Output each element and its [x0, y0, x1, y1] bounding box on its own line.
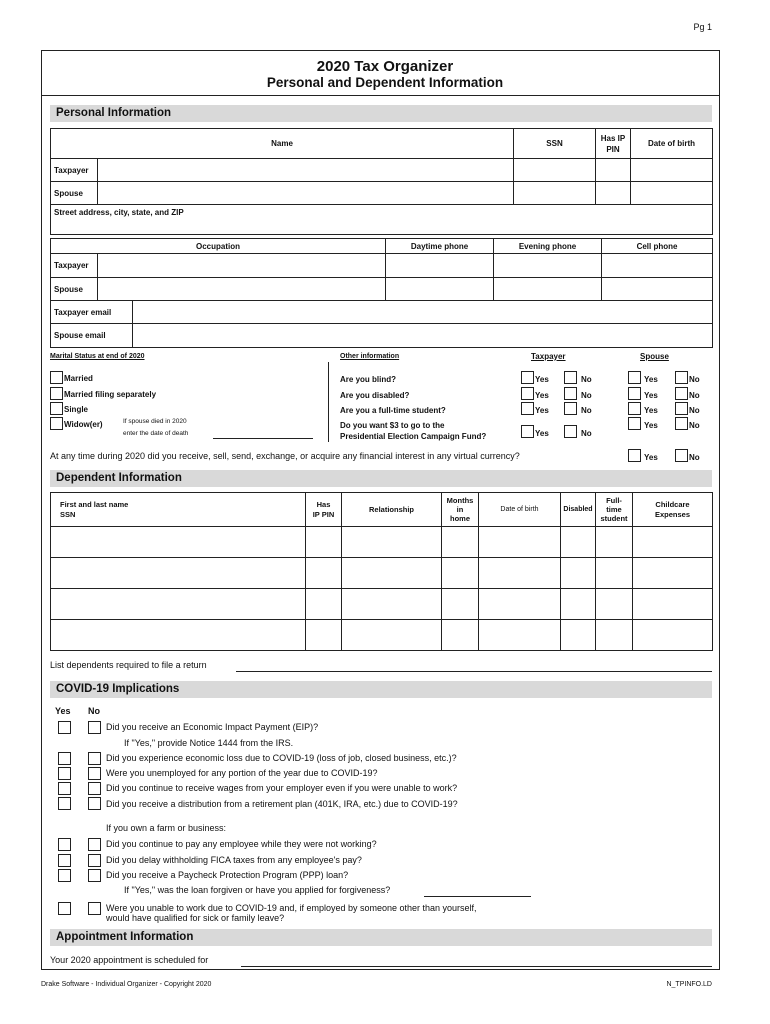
col-date-of-birth: Date of birth — [631, 129, 713, 159]
dep-col-months-line1: Months — [446, 496, 474, 505]
form-title: 2020 Tax Organizer — [316, 58, 454, 75]
dep-col-has-line: Has — [316, 499, 331, 509]
other-taxpayer-heading: Taxpayer — [531, 352, 566, 361]
footer-form-code: N_TPINFO.LD — [666, 981, 712, 988]
dep-col-ssn-line: SSN — [60, 509, 76, 519]
taxpayer-ssn-field[interactable] — [514, 159, 596, 182]
q2-no-checkbox[interactable] — [88, 752, 101, 765]
spouse-name-field[interactable] — [98, 182, 514, 205]
q3-yes-checkbox[interactable] — [58, 767, 71, 780]
sp-campaign-no-label: No — [689, 421, 700, 430]
q6-no-checkbox[interactable] — [88, 838, 101, 851]
virtual-currency-yes-checkbox[interactable] — [628, 449, 641, 462]
sp-student-yes-checkbox[interactable] — [628, 402, 641, 415]
page-number: Pg 1 — [693, 22, 712, 32]
widow-note-line1: If spouse died in 2020 — [123, 418, 187, 425]
spouse-cell-phone-field[interactable] — [602, 278, 713, 301]
q9-yes-checkbox[interactable] — [58, 902, 71, 915]
dependent-section-header: Dependent Information — [50, 470, 712, 487]
campaign-question-line1: Do you want $3 to go to the — [340, 421, 445, 430]
dependent-row[interactable] — [51, 558, 713, 589]
virtual-currency-question: At any time during 2020 did you receive, sell, send, exchange, or acquire any financial interest in any virtual currency? — [50, 451, 520, 461]
married-label: Married — [64, 374, 93, 383]
tp-student-yes-label: Yes — [535, 406, 549, 415]
dep-col-ip-pin-line: IP PIN — [312, 509, 335, 519]
q9-text-line1: Were you unable to work due to COVID-19 and, if employed by someone other than yourself, — [106, 903, 477, 913]
tp-blind-no-label: No — [581, 375, 592, 384]
married-checkbox[interactable] — [50, 371, 63, 384]
col-evening-phone: Evening phone — [494, 239, 602, 254]
q8-text: Did you receive a Paycheck Protection Program (PPP) loan? — [106, 870, 349, 880]
dep-col-relationship: Relationship — [342, 493, 442, 527]
dep-col-months — [442, 493, 479, 527]
dep-col-fulltime-line3: student — [600, 514, 628, 523]
taxpayer-email-field[interactable] — [133, 301, 713, 324]
q3-no-checkbox[interactable] — [88, 767, 101, 780]
q7-yes-checkbox[interactable] — [58, 854, 71, 867]
dependent-row[interactable] — [51, 527, 713, 558]
row-spouse-label: Spouse — [51, 182, 98, 205]
spouse-email-field[interactable] — [133, 324, 713, 348]
widower-checkbox[interactable] — [50, 417, 63, 430]
tp-disabled-yes-label: Yes — [535, 391, 549, 400]
dep-col-childcare-line1: Childcare — [655, 499, 690, 509]
sp-student-yes-label: Yes — [644, 406, 658, 415]
personal-name-table — [50, 128, 713, 235]
tp-campaign-yes-checkbox[interactable] — [521, 425, 534, 438]
taxpayer-cell-phone-field[interactable] — [602, 254, 713, 278]
file-return-label: List dependents required to file a return — [50, 660, 207, 670]
file-return-field[interactable] — [236, 671, 712, 672]
footer-copyright: Drake Software - Individual Organizer - Copyright 2020 — [41, 981, 212, 988]
farm-business-label: If you own a farm or business: — [106, 823, 227, 833]
sp-campaign-yes-checkbox[interactable] — [628, 417, 641, 430]
covid-yes-heading: Yes — [55, 706, 71, 716]
sp-campaign-no-checkbox[interactable] — [675, 417, 688, 430]
dep-col-months-line2: in — [456, 505, 464, 514]
married-filing-separately-label: Married filing separately — [64, 390, 157, 399]
tp-disabled-no-checkbox[interactable] — [564, 387, 577, 400]
dep-col-name-line1: First and last name — [60, 499, 129, 509]
q8-note: If "Yes," was the loan forgiven or have you applied for forgiveness? — [124, 885, 391, 895]
forgiveness-field[interactable] — [424, 896, 531, 897]
col-occupation: Occupation — [51, 239, 386, 254]
dep-col-fulltime-line2: time — [606, 505, 622, 514]
date-of-death-field[interactable] — [213, 438, 313, 439]
dep-col-disabled: Disabled — [561, 493, 596, 527]
q5-text: Did you receive a distribution from a retirement plan (401K, IRA, etc.) due to COVID-19? — [106, 799, 458, 809]
marital-status-heading: Marital Status at end of 2020 — [50, 353, 145, 360]
contact-taxpayer-label: Taxpayer — [51, 254, 98, 278]
other-info-heading: Other information — [340, 353, 400, 360]
q5-no-checkbox[interactable] — [88, 797, 101, 810]
q7-no-checkbox[interactable] — [88, 854, 101, 867]
dep-col-fulltime-line1: Full- — [606, 496, 622, 505]
taxpayer-dob-field[interactable] — [631, 159, 713, 182]
sp-disabled-no-checkbox[interactable] — [675, 387, 688, 400]
taxpayer-daytime-phone-field[interactable] — [386, 254, 494, 278]
q2-text: Did you experience economic loss due to COVID-19 (loss of job, closed business, etc.)? — [106, 753, 457, 763]
q5-yes-checkbox[interactable] — [58, 797, 71, 810]
dep-col-dob: Date of birth — [479, 493, 561, 527]
q3-text: Were you unemployed for any portion of the year due to COVID-19? — [106, 768, 378, 778]
personal-contact-table — [50, 238, 713, 301]
row-taxpayer-label: Taxpayer — [51, 159, 98, 182]
dep-col-has-ip-pin — [306, 493, 342, 527]
col-ssn: SSN — [514, 129, 596, 159]
address-field[interactable] — [51, 205, 713, 235]
q9-text-line2: would have qualified for sick or family leave? — [106, 913, 285, 923]
tp-campaign-yes-label: Yes — [535, 429, 549, 438]
dep-col-fulltime — [596, 493, 633, 527]
spouse-evening-phone-field[interactable] — [494, 278, 602, 301]
tp-student-no-label: No — [581, 406, 592, 415]
sp-student-no-checkbox[interactable] — [675, 402, 688, 415]
sp-blind-yes-checkbox[interactable] — [628, 371, 641, 384]
q6-yes-checkbox[interactable] — [58, 838, 71, 851]
tp-student-no-checkbox[interactable] — [564, 402, 577, 415]
appointment-label: Your 2020 appointment is scheduled for — [50, 955, 209, 965]
covid-section-header: COVID-19 Implications — [50, 681, 712, 698]
dep-col-childcare-line2: Expenses — [654, 509, 691, 519]
title-divider — [41, 95, 720, 96]
taxpayer-name-field[interactable] — [98, 159, 514, 182]
taxpayer-occupation-field[interactable] — [98, 254, 386, 278]
q8-no-checkbox[interactable] — [88, 869, 101, 882]
disabled-question: Are you disabled? — [340, 391, 410, 400]
spouse-daytime-phone-field[interactable] — [386, 278, 494, 301]
q1-text: Did you receive an Economic Impact Payment (EIP)? — [106, 722, 319, 732]
sp-blind-no-label: No — [689, 375, 700, 384]
q1-yes-checkbox[interactable] — [58, 721, 71, 734]
student-question: Are you a full-time student? — [340, 406, 446, 415]
widow-note-line2: enter the date of death — [123, 430, 189, 437]
covid-no-heading: No — [88, 706, 100, 716]
sp-disabled-yes-checkbox[interactable] — [628, 387, 641, 400]
spouse-ip-pin-field[interactable] — [596, 182, 631, 205]
sp-blind-no-checkbox[interactable] — [675, 371, 688, 384]
tp-student-yes-checkbox[interactable] — [521, 402, 534, 415]
tp-campaign-no-label: No — [581, 429, 592, 438]
q9-no-checkbox[interactable] — [88, 902, 101, 915]
q2-yes-checkbox[interactable] — [58, 752, 71, 765]
col-daytime-phone: Daytime phone — [386, 239, 494, 254]
dependent-table — [50, 492, 713, 651]
personal-section-header: Personal Information — [50, 105, 712, 122]
form-subtitle: Personal and Dependent Information — [266, 75, 504, 90]
spouse-occupation-field[interactable] — [98, 278, 386, 301]
widower-label: Widow(er) — [64, 420, 103, 429]
virtual-currency-no-label: No — [689, 453, 700, 462]
q1-no-checkbox[interactable] — [88, 721, 101, 734]
blind-question: Are you blind? — [340, 375, 396, 384]
dependent-row[interactable] — [51, 620, 713, 651]
q6-text: Did you continue to pay any employee while they were not working? — [106, 839, 377, 849]
tp-blind-no-checkbox[interactable] — [564, 371, 577, 384]
dep-col-months-line3: home — [449, 514, 470, 523]
appointment-section-header: Appointment Information — [50, 929, 712, 946]
taxpayer-email-label: Taxpayer email — [51, 301, 133, 324]
dep-col-name — [51, 493, 306, 527]
dep-col-childcare — [633, 493, 713, 527]
dependent-row[interactable] — [51, 589, 713, 620]
q4-yes-checkbox[interactable] — [58, 782, 71, 795]
tp-disabled-yes-checkbox[interactable] — [521, 387, 534, 400]
sp-campaign-yes-label: Yes — [644, 421, 658, 430]
single-label: Single — [64, 405, 89, 414]
sp-disabled-yes-label: Yes — [644, 391, 658, 400]
email-table — [50, 300, 713, 348]
col-cell-phone: Cell phone — [602, 239, 713, 254]
q7-text: Did you delay withholding FICA taxes from any employee's pay? — [106, 855, 362, 865]
taxpayer-ip-pin-field[interactable] — [596, 159, 631, 182]
virtual-currency-yes-label: Yes — [644, 453, 658, 462]
tp-blind-yes-label: Yes — [535, 375, 549, 384]
other-spouse-heading: Spouse — [640, 352, 669, 361]
spouse-dob-field[interactable] — [631, 182, 713, 205]
col-has-ip-pin: Has IP PIN — [596, 129, 631, 159]
contact-spouse-label: Spouse — [51, 278, 98, 301]
single-checkbox[interactable] — [50, 402, 63, 415]
sp-disabled-no-label: No — [689, 391, 700, 400]
q8-yes-checkbox[interactable] — [58, 869, 71, 882]
spouse-email-label: Spouse email — [51, 324, 133, 348]
q4-text: Did you continue to receive wages from your employer even if you were unable to work? — [106, 783, 458, 793]
sp-student-no-label: No — [689, 406, 700, 415]
address-label: Street address, city, state, and ZIP — [54, 208, 184, 217]
sp-blind-yes-label: Yes — [644, 375, 658, 384]
tp-blind-yes-checkbox[interactable] — [521, 371, 534, 384]
taxpayer-evening-phone-field[interactable] — [494, 254, 602, 278]
col-name: Name — [51, 129, 514, 159]
spouse-ssn-field[interactable] — [514, 182, 596, 205]
tp-disabled-no-label: No — [581, 391, 592, 400]
virtual-currency-no-checkbox[interactable] — [675, 449, 688, 462]
appointment-field[interactable] — [241, 966, 712, 967]
marital-divider — [328, 362, 329, 442]
q1-note: If "Yes," provide Notice 1444 from the IRS. — [124, 738, 294, 748]
campaign-question-line2: Presidential Election Campaign Fund? — [340, 432, 487, 441]
q4-no-checkbox[interactable] — [88, 782, 101, 795]
married-filing-separately-checkbox[interactable] — [50, 387, 63, 400]
tp-campaign-no-checkbox[interactable] — [564, 425, 577, 438]
